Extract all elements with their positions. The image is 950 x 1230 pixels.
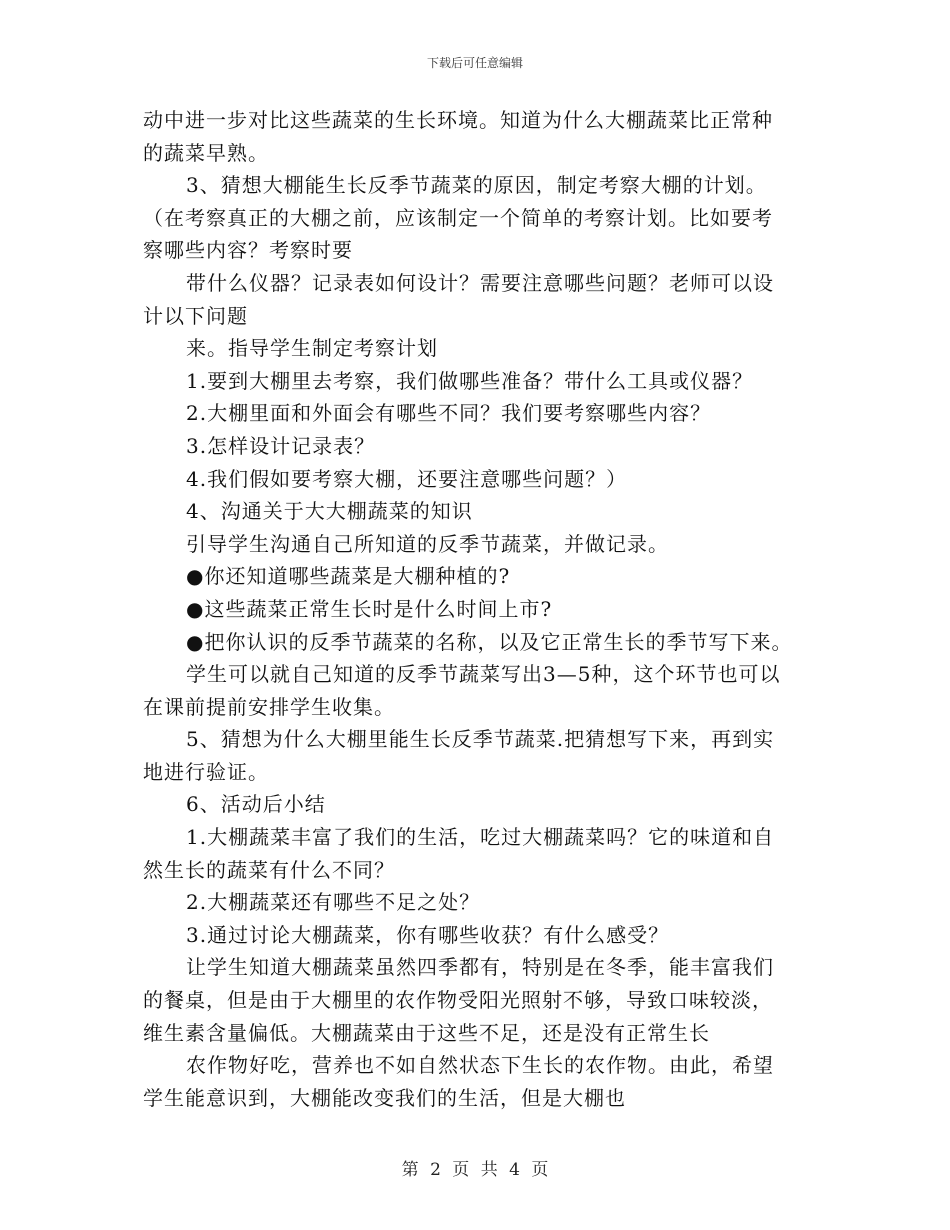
text-line: 地进行验证。 [143,759,269,784]
text-line: 2.大棚里面和外面会有哪些不同？我们要考察哪些内容？ [186,401,712,426]
text-line: 计以下问题 [143,303,248,328]
text-line: 4.我们假如要考察大棚，还要注意哪些问题？） [186,466,628,491]
text-line: 3.怎样设计记录表？ [186,433,376,458]
document-body [143,104,843,1114]
text-line: 2.大棚蔬菜还有哪些不足之处？ [186,890,481,915]
text-line: 学生能意识到，大棚能改变我们的生活，但是大棚也 [143,1085,626,1110]
text-line: 3、猜想大棚能生长反季节蔬菜的原因，制定考察大棚的计划。 [186,173,767,198]
text-line: 带什么仪器？记录表如何设计？需要注意哪些问题？老师可以设 [186,270,774,295]
text-line: 4、沟通关于大大棚蔬菜的知识 [186,499,473,524]
text-line: 来。指导学生制定考察计划 [186,336,438,361]
text-line: 学生可以就自己知道的反季节蔬菜写出3—5种，这个环节也可以 [186,662,781,687]
page-header: 下载后可任意编辑 [426,56,523,70]
text-line: 的餐桌，但是由于大棚里的农作物受阳光照射不够，导致口味较淡， [143,988,773,1013]
text-line: 1.大棚蔬菜丰富了我们的生活，吃过大棚蔬菜吗？它的味道和自 [186,825,775,850]
text-line: ●把你认识的反季节蔬菜的名称，以及它正常生长的季节写下来。 [186,629,793,654]
text-line: （在考察真正的大棚之前，应该制定一个简单的考察计划。比如要考 [143,205,773,230]
text-line: 在课前提前安排学生收集。 [143,694,395,719]
text-line: 维生素含量偏低。大棚蔬菜由于这些不足，还是没有正常生长 [143,1020,710,1045]
text-line: 农作物好吃，营养也不如自然状态下生长的农作物。由此，希望 [186,1053,774,1078]
text-line: ●这些蔬菜正常生长时是什么时间上市? [186,596,553,621]
page-footer: 第 2 页 共 4 页 [401,1160,549,1180]
text-line: 的蔬菜早熟。 [143,140,269,165]
text-line: 然生长的蔬菜有什么不同？ [143,857,395,882]
text-line: 6、活动后小结 [186,792,326,817]
text-line: ●你还知道哪些蔬菜是大棚种植的? [186,564,511,589]
text-line: 引导学生沟通自己所知道的反季节蔬菜，并做记录。 [186,531,669,556]
text-line: 让学生知道大棚蔬菜虽然四季都有，特别是在冬季，能丰富我们 [186,955,774,980]
text-line: 5、猜想为什么大棚里能生长反季节蔬菜.把猜想写下来，再到实 [186,727,775,752]
text-line: 察哪些内容？考察时要 [143,238,353,263]
text-line: 3.通过讨论大棚蔬菜，你有哪些收获？有什么感受？ [186,922,670,947]
text-line: 1.要到大棚里去考察，我们做哪些准备？带什么工具或仪器？ [186,368,754,393]
text-line: 动中进一步对比这些蔬菜的生长环境。知道为什么大棚蔬菜比正常种 [143,108,773,132]
